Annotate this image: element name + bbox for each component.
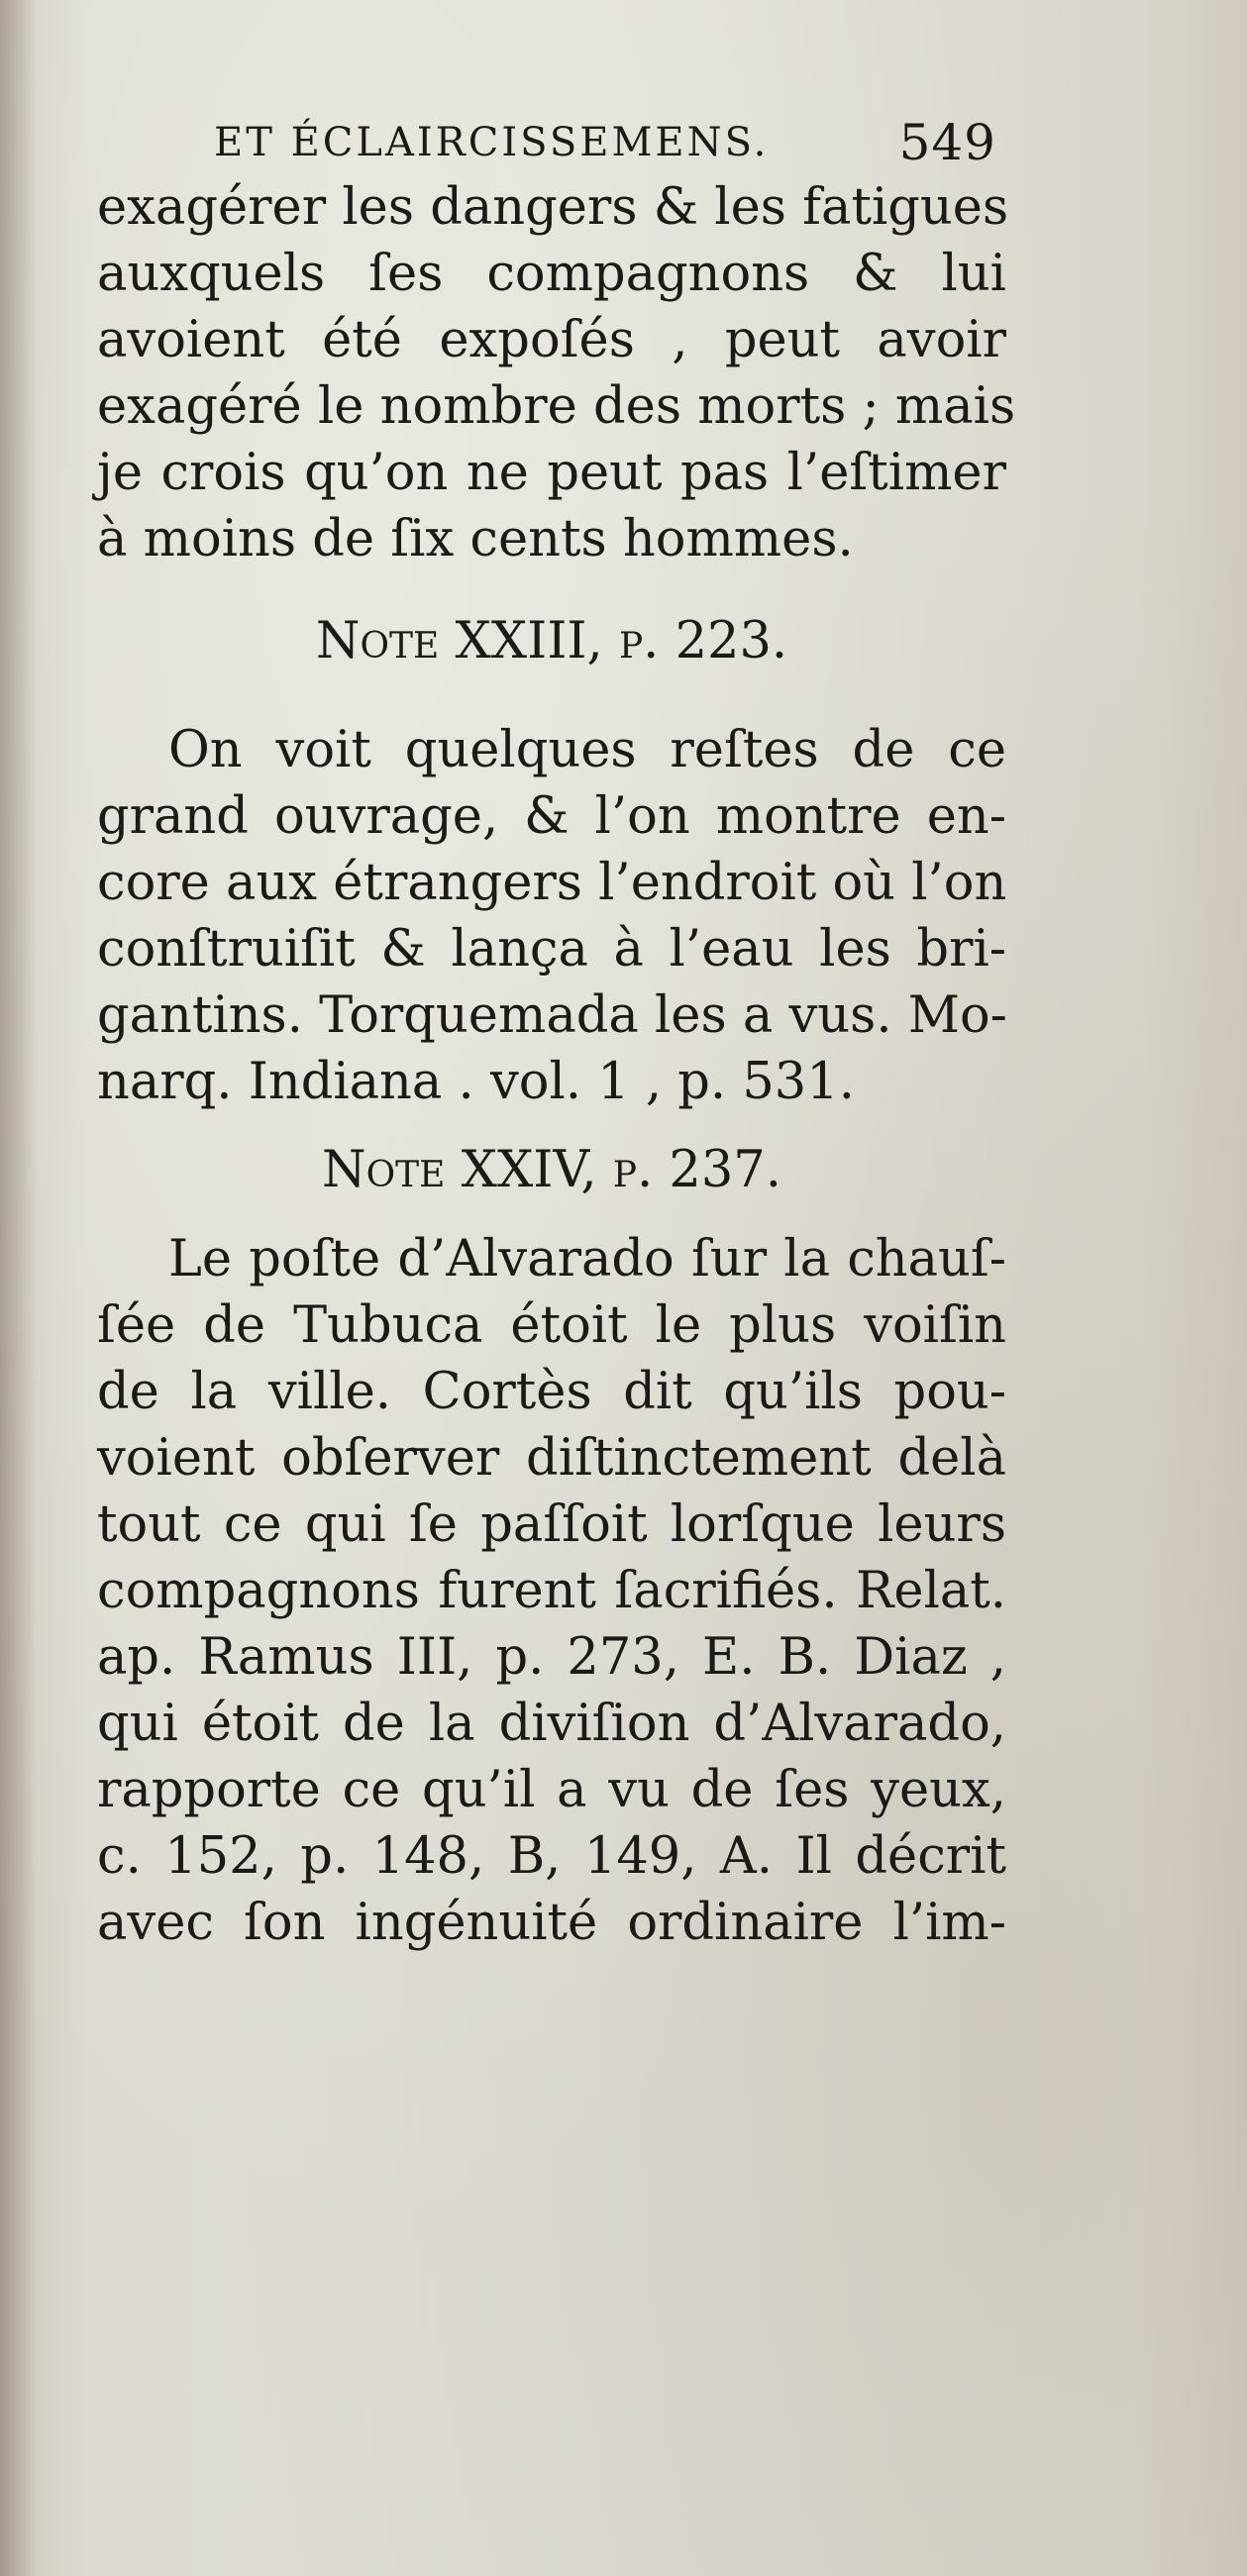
text-line: conſtruiſit & lança à l’eau les bri- — [97, 920, 1006, 979]
note-xxiv-body — [97, 1226, 1006, 1956]
note-heading-xxiii: Note XXIII, p. 223. — [315, 612, 788, 670]
note-xxiii-body — [97, 717, 1006, 1115]
running-head — [97, 111, 1006, 174]
text-line: exagérer les dangers & les fatigues — [97, 178, 1009, 237]
text-line: gantins. Torquemada les a vus. Mo- — [97, 986, 1007, 1045]
page-number: 549 — [898, 114, 996, 171]
text-line: ſée de Tubuca étoit le plus voiſin — [97, 1296, 1006, 1355]
text-line: avec ſon ingénuité ordinaire l’im- — [97, 1894, 1006, 1952]
text-line: auxquels ſes compagnons & lui — [97, 245, 1006, 303]
text-line: Le poſte d’Alvarado ſur la chauſ- — [168, 1230, 1006, 1288]
text-line: grand ouvrage, & l’on montre en- — [97, 787, 1006, 846]
text-line: exagéré le nombre des morts ; mais — [97, 377, 1016, 436]
text-line: On voit quelques reſtes de ce — [168, 721, 1006, 779]
spine-shadow — [0, 0, 36, 2576]
paragraph-continuation — [97, 174, 1016, 572]
text-block — [97, 111, 1016, 1956]
text-line: à moins de ſix cents hommes. — [97, 510, 854, 568]
text-line: ap. Ramus III, p. 273, E. B. Diaz , — [97, 1628, 1006, 1687]
text-line: tout ce qui ſe paſſoit lorſque leurs — [97, 1495, 1006, 1554]
running-head-title: ET ÉCLAIRCISSEMENS. — [214, 120, 770, 165]
text-line: compagnons furent ſacrifiés. Relat. — [97, 1562, 1006, 1620]
text-line: je crois qu’on ne peut pas l’eſtimer — [97, 444, 1006, 502]
text-line: voient obſerver diſtinctement delà — [97, 1429, 1006, 1488]
text-line: qui étoit de la diviſion d’Alvarado, — [97, 1695, 1006, 1753]
text-line: avoient été expoſés , peut avoir — [97, 311, 1006, 369]
text-line: narq. Indiana . vol. 1 , p. 531. — [97, 1053, 855, 1111]
note-heading-xxiv: Note XXIV, p. 237. — [322, 1141, 781, 1199]
text-line: core aux étrangers l’endroit où l’on — [97, 854, 1007, 912]
text-line: c. 152, p. 148, B, 149, A. Il décrit — [97, 1827, 1006, 1886]
text-line: de la ville. Cortès dit qu’ils pou- — [97, 1363, 1006, 1421]
text-line: rapporte ce qu’il a vu de ſes yeux, — [97, 1761, 1006, 1819]
